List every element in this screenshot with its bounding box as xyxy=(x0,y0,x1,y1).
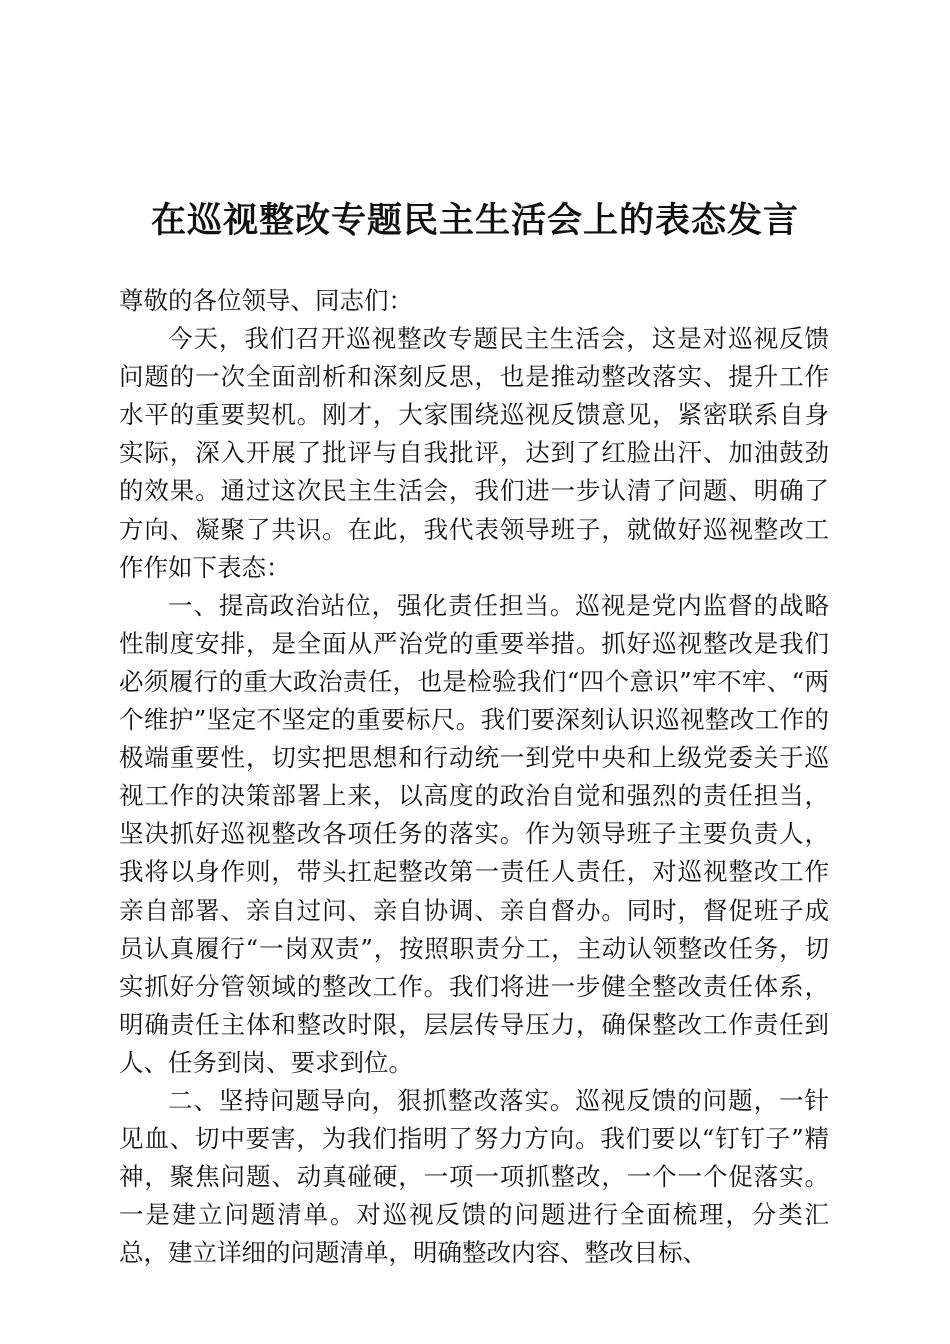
paragraph-section-2: 二、坚持问题导向，狠抓整改落实。巡视反馈的问题，一针见血、切中要害，为我们指明了努力方向。我们要以“钉钉子”精神，聚焦问题、动真碰硬，一项一项抓整改，一个一个促落实。一是建立问题清单。对巡视反馈的问题进行全面梳理，分类汇总，建立详细的问题清单，明确整改内容、整改目标、 xyxy=(119,1085,829,1268)
paragraph-section-1: 一、提高政治站位，强化责任担当。巡视是党内监督的战略性制度安排，是全面从严治党的重要举措。抓好巡视整改是我们必须履行的重大政治责任，也是检验我们“四个意识”牢不牢、“两个维护”坚定不坚定的重要标尺。我们要深刻认识巡视整改工作的极端重要性，切实把思想和行动统一到党中央和上级党委关于巡视工作的决策部署上来，以高度的政治自觉和强烈的责任担当，坚决抓好巡视整改各项任务的落实。作为领导班子主要负责人，我将以身作则，带头扛起整改第一责任人责任，对巡视整改工作亲自部署、亲自过问、亲自协调、亲自督办。同时，督促班子成员认真履行“一岗双责”，按照职责分工，主动认领整改任务，切实抓好分管领域的整改工作。我们将进一步健全整改责任体系，明确责任主体和整改时限，层层传导压力，确保整改工作责任到人、任务到岗、要求到位。 xyxy=(119,590,829,1077)
paragraph-intro: 今天，我们召开巡视整改专题民主生活会，这是对巡视反馈问题的一次全面剖析和深刻反思，也是推动整改落实、提升工作水平的重要契机。刚才，大家围绕巡视反馈意见，紧密联系自身实际，深入开展了批评与自我批评，达到了红脸出汗、加油鼓劲的效果。通过这次民主生活会，我们进一步认清了问题、明确了方向、凝聚了共识。在此，我代表领导班子，就做好巡视整改工作作如下表态： xyxy=(119,324,829,582)
document-title: 在巡视整改专题民主生活会上的表态发言 xyxy=(150,200,799,241)
document-body xyxy=(119,282,829,1272)
salutation: 尊敬的各位领导、同志们： xyxy=(119,286,413,315)
